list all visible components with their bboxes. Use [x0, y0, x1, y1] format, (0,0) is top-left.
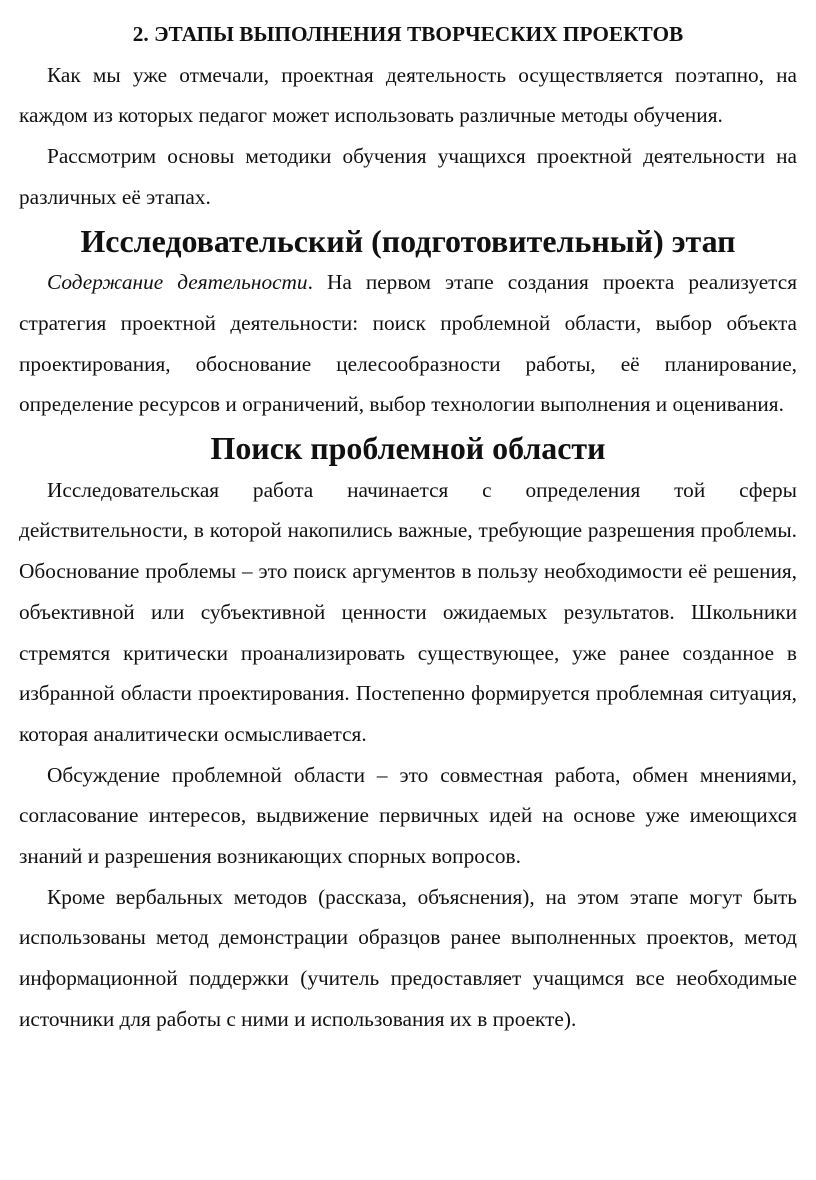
activity-content-text: . На первом этапе создания проекта реализуется стратегия проектной деятельности: поиск проблемной области, выбор объекта проектирования, обоснование целесообразности работы, её планирование, определение ресурсов и ограничений, выбор технологии выполнения и оценивания.	[19, 270, 797, 417]
activity-content-label: Содержание деятельности	[47, 270, 308, 295]
intro-paragraph-1: Как мы уже отмечали, проектная деятельность осуществляется поэтапно, на каждом из которых педагог может использовать различные методы обучения.	[19, 62, 797, 128]
activity-content-paragraph	[19, 262, 797, 425]
section-heading-research-stage: Исследовательский (подготовительный) этап	[80, 223, 736, 259]
problem-search-paragraph-2: Обсуждение проблемной области – это совместная работа, обмен мнениями, согласование интересов, выдвижение первичных идей на основе уже имеющихся знаний и разрешения возникающих спорных вопросов.	[19, 762, 797, 869]
intro-paragraph-2: Рассмотрим основы методики обучения учащихся проектной деятельности на различных её этапах.	[19, 144, 797, 209]
section-heading-problem-search: Поиск проблемной области	[210, 431, 606, 467]
problem-search-paragraph-3: Кроме вербальных методов (рассказа, объяснения), на этом этапе могут быть использованы метод демонстрации образцов ранее выполненных проектов, метод информационной поддержки (учитель предоставляет учащимся все необходимые источники для работы с ними и использования их в проекте).	[19, 884, 797, 1031]
problem-search-paragraph-1: Исследовательская работа начинается с определения той сферы действительности, в которой накопились важные, требующие разрешения проблемы. Обоснование проблемы – это поиск аргументов в пользу необходимости её решения, объективной или субъективной ценности ожидаемых результатов. Школьники стремятся критически проанализировать существующее, уже ранее созданное в избранной области проектирования. Постепенно формируется проблемная ситуация, которая аналитически осмысливается.	[19, 477, 797, 746]
page-title: 2. ЭТАПЫ ВЫПОЛНЕНИЯ ТВОРЧЕСКИХ ПРОЕКТОВ	[132, 22, 684, 46]
